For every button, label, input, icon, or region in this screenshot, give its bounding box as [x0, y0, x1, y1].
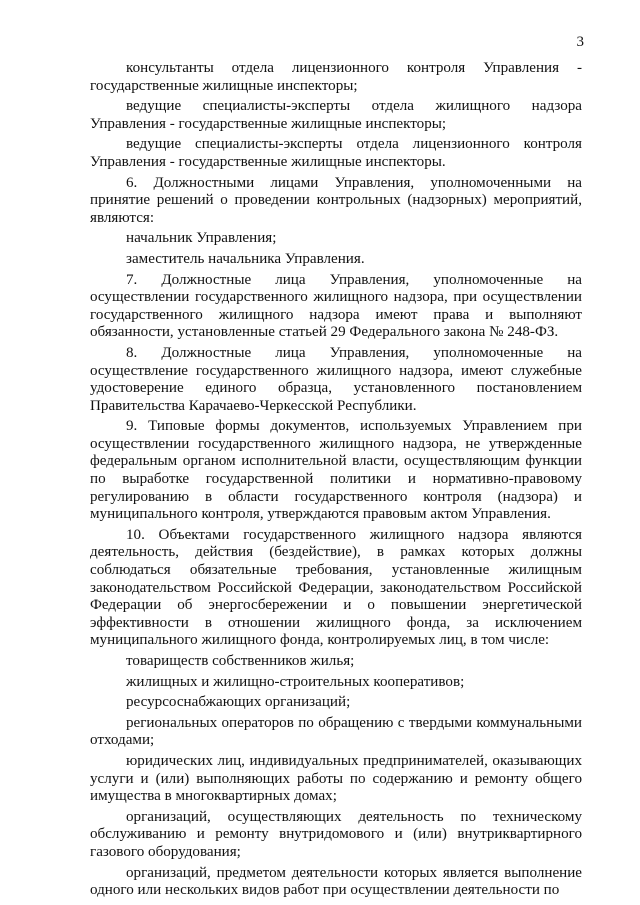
list-item-cooperatives: жилищных и жилищно-строительных кооперативов;: [126, 673, 465, 690]
list-item-hoa: товариществ собственников жилья;: [126, 653, 355, 669]
list-item-service-providers: юридических лиц, индивидуальных предпринимателей, оказывающих услуги и (или) выполняющих работы по содержанию и ремонту общего имущества в многоквартирных домах;: [90, 752, 582, 805]
list-item-utilities: ресурсоснабжающих организаций;: [126, 694, 351, 711]
document-body: [90, 60, 582, 900]
page-number: 3: [576, 34, 584, 50]
list-item-work-organizations: организаций, предметом деятельности которых является выполнение одного или нескольких видов работ при осуществлении деятельности по: [90, 864, 582, 899]
paragraph-item-8: 8. Должностные лица Управления, уполномоченные на осуществление государственного жилищного надзора, имеют служебные удостоверение единого образца, установленного постановлением Правительства Карачаево-Черкесской Республики.: [90, 344, 582, 414]
paragraph-consultants-licensing: консультанты отдела лицензионного контроля Управления - государственные жилищные инспекторы;: [90, 60, 582, 94]
list-item-deputy: заместитель начальника Управления.: [126, 250, 365, 267]
paragraph-item-9: 9. Типовые формы документов, используемых Управлением при осуществлении государственного жилищного надзора, не утвержденные федеральным органом исполнительной власти, осуществляющим функции по выработке государственной политики и нормативно-правовому регулированию в области государственного контроля (надзора) и муниципального контроля, утверждаются правовым актом Управления.: [90, 418, 582, 523]
list-item-gas-maintenance: организаций, осуществляющих деятельность по техническому обслуживанию и ремонту внутридомового и (или) внутриквартирного газового оборудования;: [90, 808, 582, 860]
list-item-head: начальник Управления;: [126, 230, 277, 247]
paragraph-experts-housing: ведущие специалисты-эксперты отдела жилищного надзора Управления - государственные жилищные инспекторы;: [90, 98, 582, 132]
paragraph-item-10: 10. Объектами государственного жилищного надзора являются деятельность, действия (бездействие), в рамках которых должны соблюдаться обязательные требования, установленные жилищным законодательством Российской Федерации, законодательством Российской Федерации об энергосбережении и о повышении энергетической эффективности в отношении жилищного фонда, за исключением муниципального жилищного фонда, контролируемых лиц, в том числе:: [90, 526, 582, 649]
list-item-waste-operators: региональных операторов по обращению с твердыми коммунальными отходами;: [90, 714, 582, 749]
paragraph-experts-licensing: ведущие специалисты-эксперты отдела лицензионного контроля Управления - государственные жилищные инспекторы.: [90, 136, 582, 170]
paragraph-item-7: 7. Должностные лица Управления, уполномоченные на осуществлении государственного жилищного надзора, при осуществлении государственного жилищного надзора имеют права и выполняют обязанности, установленные статьей 29 Федерального закона № 248-ФЗ.: [90, 271, 582, 341]
paragraph-item-6: 6. Должностными лицами Управления, уполномоченными на принятие решений о проведении контрольных (надзорных) мероприятий, являются:: [90, 174, 582, 226]
